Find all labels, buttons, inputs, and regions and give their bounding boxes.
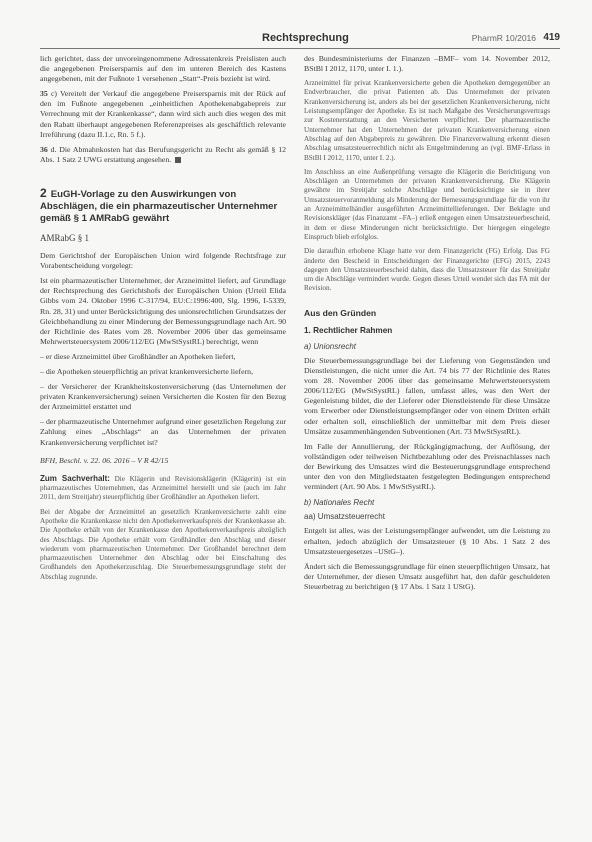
decision-source: BFH, Beschl. v. 22. 06. 2016 – V R 42/15	[40, 455, 169, 465]
paragraph-r8: Ändert sich die Bemessungsgrundlage für einen steuerpflichtigen Umsatz, hat der Unternehmer, der diesen Umsatz ausgeführt hat, den dafür geschuldeten Steuerbetrag zu berichtigen (§ 17 Abs. 1 Satz 1 UStG).	[304, 561, 550, 591]
paragraph-number: 35	[40, 89, 48, 99]
page-number: 419	[543, 32, 560, 43]
paragraph-text: c) Vereitelt der Verkauf die angegebene Preisersparnis mit der Rück auf den im Fußnote angegebenen „einheitlichen Apothekenabgabepreis zur Verrechnung mit der Krankenkasse“, dann wird sich auch dies wegen des mit den Rabatt überhaupt angegebenen Referenzpreises als geschäftlich relevante Irreführung (dazu II.1.c, Rn. 5 f.).	[40, 89, 287, 139]
legal-framework-heading: 1. Rechtlicher Rahmen	[304, 325, 393, 335]
issue-info: PharmR 10/2016	[471, 33, 536, 43]
facts-section	[40, 474, 286, 582]
vat-law-heading: aa) Umsatzsteuerrecht	[304, 512, 385, 522]
eu-law-heading: a) Unionsrecht	[304, 341, 357, 351]
condition-2: – die Apotheken steuerpflichtig an privat krankenversicherte liefern,	[40, 366, 254, 376]
national-law-heading: b) Nationales Recht	[304, 498, 375, 508]
condition-1: – er diese Arzneimittel über Großhändler an Apotheken liefert,	[40, 351, 236, 361]
paragraph-number: 36	[40, 144, 48, 154]
condition-4: – der pharmazeutische Unternehmer aufgrund einer gesetzlichen Regelung zur Zahlung eines „Abschlags“ an das Unternehmen der privaten Krankenversicherung verpflichtet ist?	[40, 417, 286, 447]
article-title: EuGH-Vorlage zu den Auswirkungen von Abschlägen, die ein pharmazeutischer Unternehmer gemäß § 1 AMRabG gewährt	[40, 188, 278, 224]
paragraph-text: d. Die Abmahnkosten hat das Berufungsgericht zu Recht als gemäß § 12 Abs. 1 Satz 2 UWG erstattung angesehen.	[40, 144, 287, 164]
paragraph-r1: des Bundesministeriums der Finanzen –BMF– vom 14. November 2012, BStBl I 2012, 1170, unter I. 1.).	[304, 54, 550, 74]
paragraph-36	[40, 145, 286, 165]
paragraph-r4: Die daraufhin erhobene Klage hatte vor dem Finanzgericht (FG) Erfolg. Das FG änderte den Bescheid in Entscheidungen der Finanzgerichte (EFG) 2015, 2243 dagegen den Umsatzsteuerbescheid dahin, dass die Umsatzsteuer für das Streitjahr um die Abschläge vermindert wurde. Gegen dieses Urteil wendet sich das FA mit der Revision.	[304, 247, 550, 293]
facts-label: Zum Sachverhalt:	[40, 473, 110, 483]
facts-text-2: Bei der Abgabe der Arzneimittel an gesetzlich Krankenversicherte zahlt eine Apotheke die Krankenkasse nicht den Apothekenverkaufspreis der Krankenkasse ab. Die Apotheke erhält von der Krankenkasse den Apothekenverkaufspreis abzüglich des Abschlags. Die Apotheke erhält vom Großhändler den Abschlag und dieser wiederum vom pharmazeutischen Unternehmer. Der Großhandel berechnet dem pharmazeutischen Unternehmer den Abschlag oder bei Einschaltung des Großhandels den Apothekerzuschlag. Die Steuerbemessungsgrundlage steht der Abschlag zugrunde.	[40, 507, 286, 581]
article-number: 2	[40, 185, 47, 200]
right-column	[304, 54, 550, 597]
left-column	[40, 54, 286, 587]
end-of-article-mark	[175, 157, 181, 163]
article-headline	[40, 187, 286, 225]
paragraph-r2: Arzneimittel für privat Krankenversicherte geben die Apotheken demgegenüber an Endverbraucher, die privat Patienten ab. Das Unternehmen der privaten Krankenversicherung ist, anders als bei der gesetzlichen Krankenversicherung, nicht Leistungsempfänger der Apotheke. Es ist nach Maßgabe des Versicherungsvertrags zur Kostenerstattung an den Versicherten verpflichtet. Der pharmazeutische Unternehmer hat den Unternehmen der privaten Krankenversicherung einen Abschlag auf den Abgabepreis zu gewähren. Die Finanzverwaltung erkennt diesen Abschlag umsatzsteuerrechtlich nicht als Entgeltminderung an (vgl. BMF-Erlass in BStBl I 2012, 1170, unter I. 2.).	[304, 79, 550, 162]
question-text: Ist ein pharmazeutischer Unternehmer, der Arzneimittel liefert, auf Grundlage der Rechtsprechung des Gerichtshofs der Europäischen Union (Urteil Elida Gibbs vom 24. Oktober 1996 C-317/94, EU:C:1996:400, Slg. 1996, I-5339, Rn. 28, 31) und unter Berücksichtigung des unionsrechtlichen Grundsatzes der Gleichbehandlung zu einer Minderung der Bemessungsgrundlage nach Art. 90 der Richtlinie des Rates vom 28. November 2006 über das gemeinsame Mehrwertsteuersystem 2006/112/EG (MwStSystRL) berechtigt, wenn	[40, 276, 286, 346]
paragraph-continued: lich gerichtet, dass der unvoreingenommene Adressatenkreis Preislisten auch die angegebenen Preisersparnis auf den im unteren Bereich des Kastens angegebenen, mit der Fußnote 1 versehenen „Statt“-Preis bezieht ist wird.	[40, 54, 286, 84]
paragraph-r5: Die Steuerbemessungsgrundlage bei der Lieferung von Gegenständen und Dienstleistungen, die nicht unter die Art. 74 bis 77 der Richtlinie des Rates vom 28. November 2006 über das gemeinsame Mehrwertsteuersystem 2006/112/EG (MwStSystRL) fallen, umfasst alles, was den Wert der Gegenleistung bildet, die der Lieferer oder Dienstleistende für diese Umsätze vom Erwerber oder Dienstleistungsempfänger oder von einem Dritten erhält oder erhalten soll, einschließlich der unmittelbar mit dem Preis dieser Umsätze zusammenhängenden Subventionen (Art. 73 MwStSystRL).	[304, 356, 550, 436]
question-intro: Dem Gerichtshof der Europäischen Union wird folgende Rechtsfrage zur Vorabentscheidung vorgelegt:	[40, 251, 286, 271]
paragraph-r3: Im Anschluss an eine Außenprüfung versagte die Klägerin die Berichtigung von Abschlägen an Unternehmen der privaten Krankenversicherung. Die Klägerin gewährte im Streitjahr solche Abschläge und berücksichtigte sie in ihrer Umsatzsteuervoranmeldung als Minderung der Bemessungsgrundlage für die von ihr an Arzneimittelhändler ausgeführten Arzneimittellieferungen. Der Beklagte und Revisionskläger (das Finanzamt –FA–) erließ entgegen einen Umsatzsteuerbescheid, in dem er diese Minderungen nicht berücksichtigte. Der hiergegen eingelegte Einspruch blieb erfolglos.	[304, 167, 550, 241]
facts-text: Die Klägerin und Revisionsklägerin (Klägerin) ist ein pharmazeutisches Unternehmen, das Arzneimittel herstellt und sie (auch im Jahr 2011, dem Streitjahr) steuerpflichtig über Großhändler an Apotheken liefert.	[40, 474, 286, 502]
condition-3: – der Versicherer der Krankheitskostenversicherung (das Unternehmen der privaten Krankenversicherung) seinen Versicherten die Kosten für den Bezug der Arzneimittel erstattet und	[40, 382, 286, 412]
law-reference: AMRabG § 1	[40, 232, 89, 243]
reasons-heading: Aus den Gründen	[304, 307, 377, 318]
paragraph-35	[40, 89, 286, 139]
page-header	[40, 28, 560, 49]
paragraph-r7: Entgelt ist alles, was der Leistungsempfänger aufwendet, um die Leistung zu erhalten, jedoch abzüglich der Umsatzsteuer (§ 10 Abs. 1 Satz 2 des Umsatzsteuergesetzes –UStG–).	[304, 526, 550, 556]
section-title: Rechtsprechung	[262, 32, 349, 44]
paragraph-r6: Im Falle der Annullierung, der Rückgängigmachung, der Auflösung, der vollständigen oder teilweisen Nichtbezahlung oder des Preisnachlasses nach der Bewirkung des Umsatzes wird die Besteuerungsgrundlage entsprechend unter den von den Mitgliedstaaten festgelegten Bedingungen entsprechend vermindert (Art. 90 Abs. 1 MwStSystRL).	[304, 441, 550, 492]
